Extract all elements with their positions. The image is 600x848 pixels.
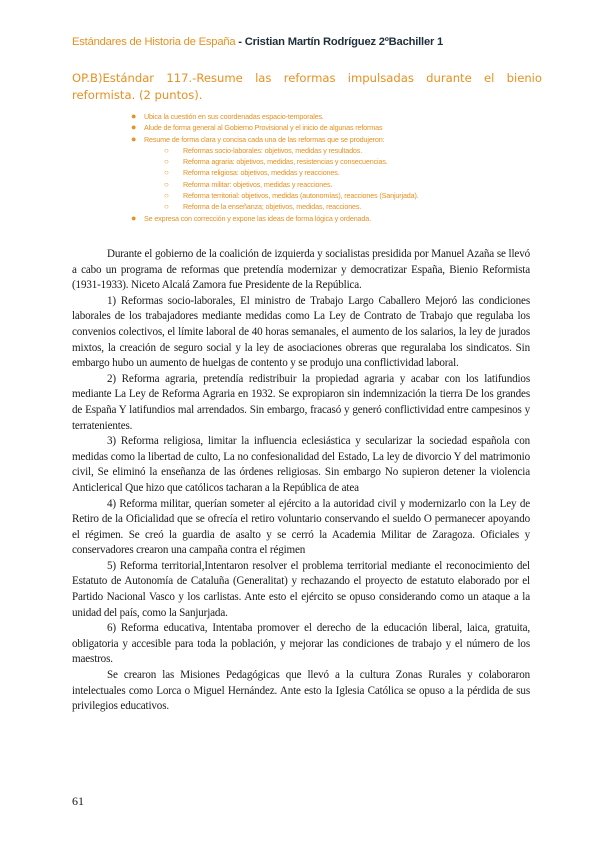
header-title: Estándares de Historia de España: [72, 36, 236, 48]
criteria-item: [72, 213, 542, 224]
criteria-subtext: Reforma agraria: objetivos, medidas, resistencias y consecuencias.: [183, 157, 388, 167]
hollow-bullet-icon: ○: [164, 179, 169, 189]
hollow-bullet-icon: ○: [164, 202, 169, 212]
criteria-subtext: Reforma religiosa: objetivos, medidas y reacciones.: [183, 168, 340, 178]
essay-body: [72, 247, 530, 715]
criteria-subitem: [72, 190, 542, 201]
bullet-icon: ●: [131, 111, 137, 121]
paragraph-territorial: 5) Reforma territorial,Intentaron resolver el problema territorial mediante el reconocimiento del Estatuto de Autonomía de Cataluña (Generalitat) y rechazando el proyecto de estatuto elaborado por el Partido Nacional Vasco y los carlistas. Ante esto el ejército se opuso considerando como un ataque a la unidad del país, como la Sanjurjada.: [72, 559, 530, 619]
header-author: Cristian Martín Rodríguez 2ºBachiller 1: [244, 36, 444, 48]
criteria-subtext: Reforma de la enseñanza; objetivos, medidas, reacciones.: [183, 202, 362, 212]
hollow-bullet-icon: ○: [164, 157, 169, 167]
criteria-text: Resume de forma clara y concisa cada una de las reformas que se produjeron:: [144, 134, 385, 144]
bullet-icon: ●: [131, 212, 137, 223]
paragraph-religiosa: 3) Reforma religiosa, limitar la influencia eclesiástica y secularizar la sociedad española con medidas como la libertad de culto, La no confesionalidad del Estado, La ley de divorcio Y del matrimonio civil, Se eliminó la enseñanza de las órdenes religiosas. Sin embargo No supieron detener la violencia Anticlerical Que hizo que católicos tacharan a la República de atea: [72, 435, 530, 494]
criteria-subtext: Reformas socio-laborales: objetivos, medidas y resultados.: [183, 145, 363, 155]
header-separator: -: [235, 36, 245, 48]
paragraph-agraria: 2) Reforma agraria, pretendía redistribuir la propiedad agraria y acabar con los latifundios mediante La Ley de Reforma Agraria en 1932. Se expropiaron sin indemnización la tierra De los grandes de España Y latifundios mal arrendados. Sin embargo, fracasó y generó conflictividad entre campesinos y terratenientes.: [72, 372, 530, 432]
bullet-icon: ●: [131, 133, 137, 144]
criteria-subitem: [72, 156, 542, 167]
paragraph-militar: 4) Reforma militar, querían someter al ejército a la autoridad civil y modernizarlo con la Ley de Retiro de la Oficialidad que se ofrecía el retiro voluntario conservando el sueldo O permanecer apoyando el régimen. Se creó la guardia de asalto y se cerró la Academia Militar de Zaragoza. Oficiales y conservadores crearon una campaña contra el régimen: [72, 497, 530, 557]
paragraph-misiones: Se crearon las Misiones Pedagógicas que llevó a la cultura Zonas Rurales y colaboraron intelectuales como Lorca o Miguel Hernández. Ante esto la Iglesia Católica se opuso a la pérdida de sus privilegios educativos.: [72, 669, 530, 713]
criteria-text: Se expresa con corrección y expone las ideas de forma lógica y ordenada.: [144, 213, 371, 223]
criteria-subitem: [72, 201, 542, 212]
criteria-subitem: [72, 145, 542, 156]
hollow-bullet-icon: ○: [164, 168, 169, 178]
criteria-item: [72, 111, 542, 122]
criteria-item: [72, 134, 542, 145]
criteria-text: Ubica la cuestión en sus coordenadas espacio-temporales.: [144, 112, 324, 121]
criteria-subtext: Reforma territorial: objetivos, medidas (autonomías), reacciones (Sanjurjada).: [183, 191, 419, 201]
paragraph-socio-laboral: 1) Reformas socio-laborales, El ministro de Trabajo Largo Caballero Mejoró las condiciones laborales de los trabajadores mediante medidas como La Ley de Contrato de Trabajo que regulaba los convenios colectivos, el límite laboral de 40 horas semanales, el aumento de los salarios, la ley de jurados mixtos, la creación de seguro social y la ley de asociaciones obreras que reguralaba los sindicatos. Sin embargo hubo un aumento de huelgas de contento y se produjo una conflictividad laboral.: [72, 294, 530, 370]
criteria-subitem: [72, 167, 542, 178]
hollow-bullet-icon: ○: [164, 145, 169, 155]
page-header: [72, 36, 542, 48]
paragraph-educativa: 6) Reforma educativa, Intentaba promover el derecho de la educación liberal, laica, gratuita, obligatoria y accesible para toda la población, y mejorar las condiciones de trabajo y el número de los maestros.: [72, 622, 530, 666]
criteria-item: [72, 122, 542, 133]
page-number: 61: [72, 794, 84, 808]
standard-title: OP.B)Estándar 117.-Resume las reformas impulsadas durante el bienio reformista. (2 puntos).: [72, 71, 542, 102]
bullet-icon: ●: [131, 122, 137, 133]
criteria-text: Alude de forma general al Gobierno Provisional y el inicio de algunas reformas: [144, 123, 383, 133]
hollow-bullet-icon: ○: [164, 191, 169, 201]
criteria-list: [72, 111, 542, 224]
criteria-subtext: Reforma militar: objetivos, medidas y reacciones.: [183, 179, 333, 189]
criteria-subitem: [72, 179, 542, 190]
paragraph-intro: Durante el gobierno de la coalición de izquierda y socialistas presidida por Manuel Azaña se llevó a cabo un programa de reformas que pretendía modernizar y democratizar España, Bienio Reformista (1931-1933). Niceto Alcalá Zamora fue Presidente de la República.: [72, 248, 530, 292]
